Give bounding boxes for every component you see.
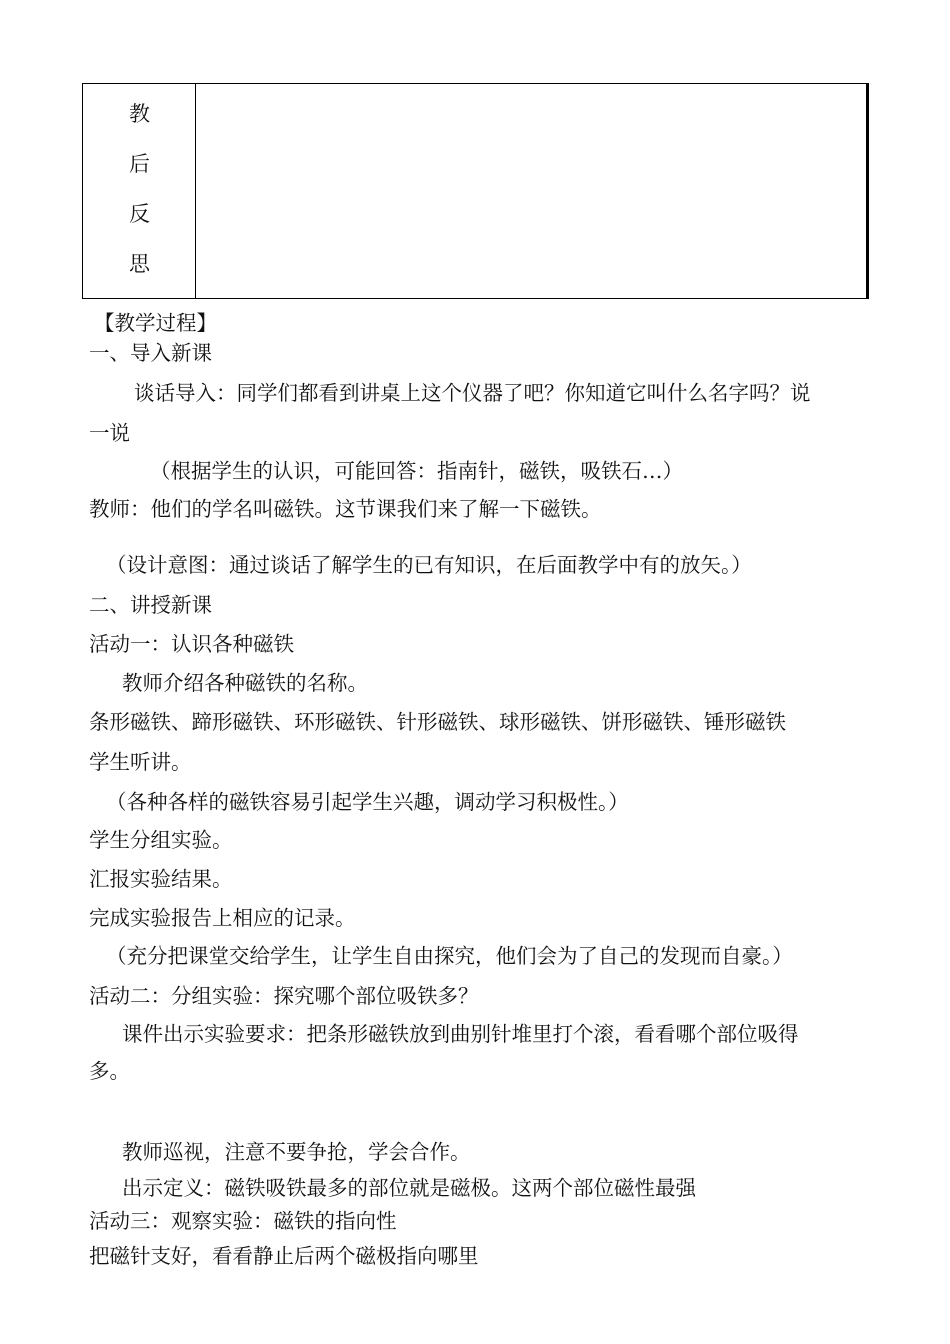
paragraph-line: 汇报实验结果。 [89,867,233,891]
paragraph-line: 教师巡视，注意不要争抢，学会合作。 [122,1140,471,1164]
paragraph-line: 课件出示实验要求：把条形磁铁放到曲别针堆里打个滚，看看哪个部位吸得 [122,1022,799,1046]
reflection-label-char: 反 [129,202,150,226]
paragraph-line: 条形磁铁、蹄形磁铁、环形磁铁、针形磁铁、球形磁铁、饼形磁铁、锤形磁铁 [89,710,786,734]
reflection-label-char: 后 [129,152,150,176]
reflection-label-char: 思 [129,252,150,276]
design-note: （各种各样的磁铁容易引起学生兴趣，调动学习积极性。） [106,790,629,814]
paragraph-line: 一说 [89,421,130,445]
activity-heading: 活动一：认识各种磁铁 [89,632,294,656]
reflection-table [82,83,869,299]
heading-new-lesson: 二、讲授新课 [89,593,212,617]
paragraph-line: 完成实验报告上相应的记录。 [89,906,356,930]
paragraph-line: 谈话导入：同学们都看到讲桌上这个仪器了吧？你知道它叫什么名字吗？说 [134,381,811,405]
activity-heading: 活动二：分组实验：探究哪个部位吸铁多？ [89,984,479,1008]
paragraph-line: 学生分组实验。 [89,828,233,852]
paragraph-line: 教师：他们的学名叫磁铁。这节课我们来了解一下磁铁。 [89,497,602,521]
design-note: （充分把课堂交给学生，让学生自由探究，他们会为了自己的发现而自豪。） [106,944,793,968]
heading-intro: 一、导入新课 [89,341,212,365]
reflection-content-cell [196,84,866,298]
section-title-teaching-process: 【教学过程】 [94,311,217,335]
design-note: （设计意图：通过谈话了解学生的已有知识，在后面教学中有的放矢。） [106,553,752,577]
paragraph-line: （根据学生的认识，可能回答：指南针，磁铁，吸铁石…） [150,459,683,483]
reflection-label-cell [83,84,196,298]
paragraph-line: 出示定义：磁铁吸铁最多的部位就是磁极。这两个部位磁性最强 [122,1176,696,1200]
paragraph-line: 把磁针支好，看看静止后两个磁极指向哪里 [89,1244,479,1268]
paragraph-line: 教师介绍各种磁铁的名称。 [122,671,368,695]
paragraph-line: 学生听讲。 [89,750,192,774]
activity-heading: 活动三：观察实验：磁铁的指向性 [89,1209,397,1233]
paragraph-line: 多。 [89,1059,130,1083]
reflection-label-char: 教 [129,102,150,126]
